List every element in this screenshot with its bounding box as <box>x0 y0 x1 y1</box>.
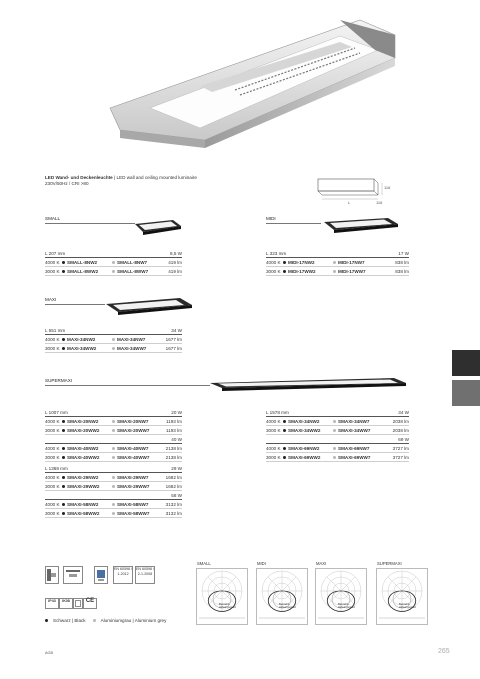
grey-finish-swatch <box>452 380 480 406</box>
small-table <box>45 249 182 276</box>
table-row: 3000 K SMALL-8WW2 SMALL-8WW7 419 lm <box>45 267 182 276</box>
maxi-watt: 34 W <box>171 327 182 333</box>
table-row: 4000 K SMAXI-58NW2 SMAXI-58NW7 3132 lm <box>45 500 182 509</box>
ip-rating-badge: IP43 <box>45 598 59 609</box>
group-length: L 1368 mm <box>45 465 68 471</box>
group-watt: 69 W <box>398 436 409 442</box>
black-dot-icon <box>45 619 48 622</box>
dim-depth: 116 <box>384 185 391 190</box>
polar-label-supermaxi: SUPERMAXI <box>377 561 402 566</box>
polar-diagram <box>256 568 308 625</box>
group-length: L 1578 mm <box>266 409 289 415</box>
table-row: 3000 K SMAXI-29WW2 SMAXI-29WW7 1682 lm <box>45 482 182 491</box>
brand-mark: AGB <box>45 651 54 655</box>
group-watt: 34 W <box>398 409 409 415</box>
polar-caption: Betriebs-wirkungsgrad <box>399 602 416 609</box>
midi-luminaire-image <box>322 216 400 238</box>
table-row: 4000 K MIDI-17NW2 MIDI-17NW7 838 lm <box>266 258 409 267</box>
section-divider <box>266 223 321 224</box>
polar-caption: Betriebs-wirkungsgrad <box>338 602 355 609</box>
class-icon <box>73 598 83 609</box>
section-label-small: SMALL <box>45 216 61 221</box>
supermaxi-luminaire-image <box>208 376 408 394</box>
polar-caption: Betriebs-wirkungsgrad <box>219 602 236 609</box>
table-row: 3000 K SMAXI-40WW2 SMAXI-40WW7 2138 lm <box>45 453 182 462</box>
wall-mount-icon <box>45 566 59 584</box>
electrical-specs: 230V/50Hz / CRI >80 <box>45 181 89 186</box>
polar-label-small: SMALL <box>197 561 211 566</box>
legend-black: Schwarz | Black <box>53 618 86 623</box>
emergency-standard-icon-2: EN 60598 / 2-1-2008 <box>135 566 155 584</box>
supermaxi-left-table <box>45 408 182 518</box>
ik-rating-badge: IK08 <box>59 598 73 609</box>
polar-diagram <box>315 568 367 625</box>
table-row: 4000 K MAXI-34NW2 MAXI-34NW7 1677 lm <box>45 335 182 344</box>
table-row: 3000 K SMAXI-58WW2 SMAXI-58WW7 3132 lm <box>45 509 182 518</box>
emergency-standard-icon-1: EN 60598 / 1-2012 <box>113 566 133 584</box>
maxi-length: L 551 mm <box>45 327 66 333</box>
table-row: 3000 K SMAXI-20WW2 SMAXI-20WW7 1193 lm <box>45 426 182 435</box>
table-row: 4000 K SMAXI-69NW2 SMAXI-69NW7 3727 lm <box>266 444 409 453</box>
group-watt: 29 W <box>171 465 182 471</box>
product-hero-image <box>0 0 480 160</box>
ceiling-mount-icon <box>63 566 83 584</box>
section-divider <box>45 304 105 305</box>
group-watt: 58 W <box>171 492 182 498</box>
page-number: 265 <box>438 648 450 655</box>
legend-grey: Aluminiumgrau | Aluminium grey <box>100 618 167 623</box>
section-label-maxi: MAXI <box>45 297 57 302</box>
table-row: 4000 K SMALL-8NW2 SMALL-8NW7 419 lm <box>45 258 182 267</box>
table-row: 3000 K MIDI-17WW2 MIDI-17WW7 838 lm <box>266 267 409 276</box>
midi-length: L 323 mm <box>266 250 287 256</box>
table-row: 4000 K SMAXI-34NW2 SMAXI-34NW7 2038 lm <box>266 417 409 426</box>
title-en: LED wall and ceiling mounted luminaire <box>116 175 197 180</box>
polar-caption: Betriebs-wirkungsgrad <box>279 602 296 609</box>
group-length: L 1007 mm <box>45 409 68 415</box>
section-divider <box>45 223 135 224</box>
product-description: LED Wand- und Deckenleuchte | LED wall and ceiling mounted luminaire 230V/50Hz / CRI >80 <box>45 175 197 186</box>
table-row: 3000 K MAXI-34WW2 MAXI-34WW7 1677 lm <box>45 344 182 353</box>
polar-label-maxi: MAXI <box>316 561 327 566</box>
supermaxi-right-table <box>266 408 409 462</box>
midi-table <box>266 249 409 276</box>
maxi-luminaire-image <box>104 296 194 322</box>
small-watt: 8,5 W <box>170 250 182 256</box>
group-watt: 40 W <box>171 436 182 442</box>
table-row: 4000 K SMAXI-29NW2 SMAXI-29NW7 1682 lm <box>45 473 182 482</box>
black-finish-swatch <box>452 350 480 376</box>
section-label-midi: MIDI <box>266 216 276 221</box>
group-watt: 20 W <box>171 409 182 415</box>
driver-icon <box>94 566 108 584</box>
finish-legend <box>45 618 166 623</box>
dimension-drawing <box>312 175 402 207</box>
title-de: LED Wand- und Deckenleuchte <box>45 175 113 180</box>
maxi-table <box>45 326 182 353</box>
section-divider <box>45 385 210 386</box>
midi-watt: 17 W <box>398 250 409 256</box>
polar-label-midi: MIDI <box>257 561 266 566</box>
section-label-supermaxi: SUPERMAXI <box>45 378 73 383</box>
small-luminaire-image <box>133 218 183 238</box>
ce-mark-icon: CE <box>83 598 97 609</box>
table-row: 4000 K SMAXI-20NW2 SMAXI-20NW7 1193 lm <box>45 417 182 426</box>
grey-dot-icon <box>93 619 96 622</box>
small-length: L 207 mm <box>45 250 66 256</box>
dim-length: L <box>348 200 351 205</box>
table-row: 3000 K SMAXI-34WW2 SMAXI-34WW7 2038 lm <box>266 426 409 435</box>
polar-diagram <box>376 568 428 625</box>
table-row: 3000 K SMAXI-69WW2 SMAXI-69WW7 3727 lm <box>266 453 409 462</box>
dim-width: 116 <box>376 200 383 205</box>
table-row: 4000 K SMAXI-40NW2 SMAXI-40NW7 2138 lm <box>45 444 182 453</box>
polar-diagram <box>196 568 248 625</box>
